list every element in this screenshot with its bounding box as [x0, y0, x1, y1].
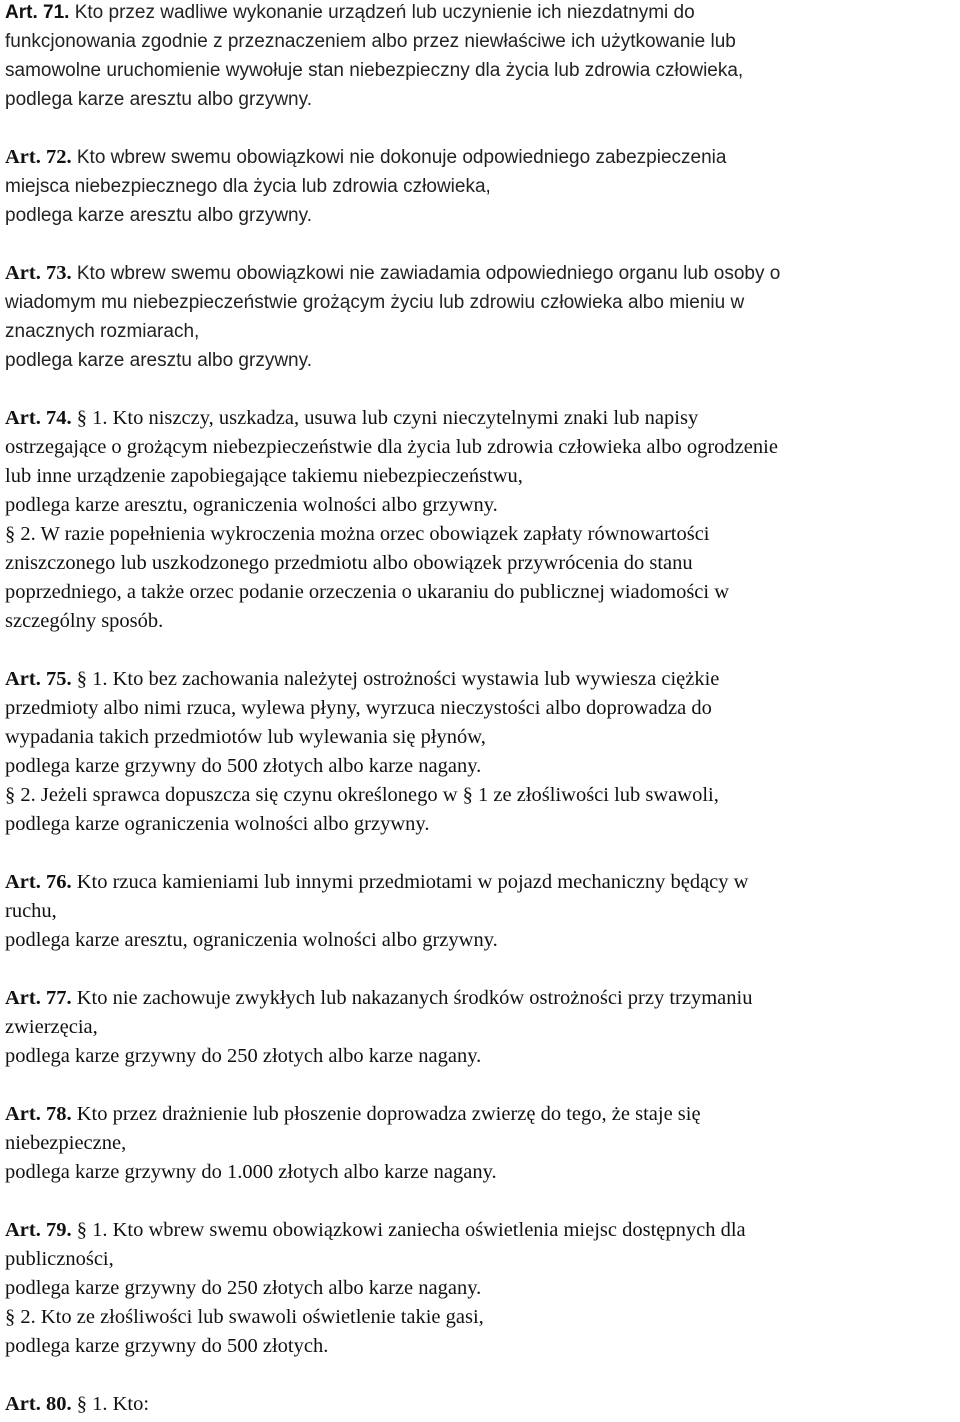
- article-heading: Art. 77.: [5, 987, 72, 1009]
- article-74: [5, 404, 955, 636]
- article-text: Kto wbrew swemu obowiązkowi nie dokonuje odpowiedniego zabezpieczenia: [71, 147, 727, 168]
- article-text: § 1. Kto bez zachowania należytej ostrożności wystawia lub wywiesza ciężkie: [71, 668, 720, 690]
- article-heading: Art. 79.: [5, 1219, 72, 1241]
- article-73: [5, 259, 955, 375]
- article-text: podlega karze grzywny do 500 złotych.: [5, 1335, 329, 1357]
- article-75: [5, 665, 955, 839]
- article-text: lub inne urządzenie zapobiegające takiemu niebezpieczeństwu,: [5, 465, 523, 487]
- article-text: podlega karze ograniczenia wolności albo grzywny.: [5, 813, 430, 835]
- article-text: podlega karze aresztu albo grzywny.: [5, 350, 312, 371]
- article-text: szczególny sposób.: [5, 610, 164, 632]
- article-text: Kto przez drażnienie lub płoszenie doprowadza zwierzę do tego, że staje się: [71, 1103, 701, 1125]
- article-text: niebezpieczne,: [5, 1132, 127, 1154]
- article-heading: Art. 76.: [5, 871, 72, 893]
- article-text: podlega karze aresztu, ograniczenia wolności albo grzywny.: [5, 494, 498, 516]
- article-heading: Art. 72.: [5, 146, 72, 168]
- article-text: ostrzegające o grożącym niebezpieczeństwie dla życia lub zdrowia człowieka albo ogrodzenie: [5, 436, 778, 458]
- article-heading: Art. 75.: [5, 668, 72, 690]
- article-text: podlega karze aresztu, ograniczenia wolności albo grzywny.: [5, 929, 498, 951]
- article-text: podlega karze grzywny do 1.000 złotych albo karze nagany.: [5, 1161, 497, 1183]
- article-80: [5, 1390, 955, 1419]
- article-heading: Art. 71.: [5, 2, 70, 23]
- article-text: podlega karze aresztu albo grzywny.: [5, 205, 312, 226]
- article-72: [5, 143, 955, 230]
- document-page: [5, 0, 955, 1419]
- article-heading: Art. 73.: [5, 262, 72, 284]
- article-text: miejsca niebezpiecznego dla życia lub zdrowia człowieka,: [5, 176, 491, 197]
- article-heading: Art. 80.: [5, 1393, 72, 1415]
- article-76: [5, 868, 955, 955]
- article-79: [5, 1216, 955, 1361]
- article-text: funkcjonowania zgodnie z przeznaczeniem albo przez niewłaściwe ich użytkowanie lub: [5, 31, 736, 52]
- article-text: wypadania takich przedmiotów lub wylewania się płynów,: [5, 726, 486, 748]
- article-text: wiadomym mu niebezpieczeństwie grożącym życiu lub zdrowiu człowieka albo mieniu w: [5, 292, 745, 313]
- article-78: [5, 1100, 955, 1187]
- article-text: podlega karze grzywny do 250 złotych albo karze nagany.: [5, 1045, 482, 1067]
- article-text: Kto wbrew swemu obowiązkowi nie zawiadamia odpowiedniego organu lub osoby o: [71, 263, 781, 284]
- article-text: Kto nie zachowuje zwykłych lub nakazanych środków ostrożności przy trzymaniu: [71, 987, 753, 1009]
- article-text: poprzedniego, a także orzec podanie orzeczenia o ukaraniu do publicznej wiadomości w: [5, 581, 730, 603]
- article-text: podlega karze aresztu albo grzywny.: [5, 89, 312, 110]
- article-text: § 1. Kto wbrew swemu obowiązkowi zaniecha oświetlenia miejsc dostępnych dla: [71, 1219, 746, 1241]
- article-text: podlega karze grzywny do 250 złotych albo karze nagany.: [5, 1277, 482, 1299]
- article-text: § 2. Jeżeli sprawca dopuszcza się czynu określonego w § 1 ze złośliwości lub swawoli,: [5, 784, 719, 806]
- article-heading: Art. 78.: [5, 1103, 72, 1125]
- article-text: § 2. Kto ze złośliwości lub swawoli oświetlenie takie gasi,: [5, 1306, 484, 1328]
- article-text: Kto przez wadliwe wykonanie urządzeń lub uczynienie ich niezdatnymi do: [69, 2, 695, 23]
- article-text: publiczności,: [5, 1248, 114, 1270]
- article-text: zniszczonego lub uszkodzonego przedmiotu albo obowiązek przywrócenia do stanu: [5, 552, 693, 574]
- article-text: § 1. Kto:: [71, 1393, 150, 1415]
- article-text: zwierzęcia,: [5, 1016, 98, 1038]
- article-text: przedmioty albo nimi rzuca, wylewa płyny, wyrzuca nieczystości albo doprowadza do: [5, 697, 712, 719]
- article-text: samowolne uruchomienie wywołuje stan niebezpieczny dla życia lub zdrowia człowieka,: [5, 60, 744, 81]
- article-77: [5, 984, 955, 1071]
- article-text: Kto rzuca kamieniami lub innymi przedmiotami w pojazd mechaniczny będący w: [71, 871, 749, 893]
- article-text: § 2. W razie popełnienia wykroczenia można orzec obowiązek zapłaty równowartości: [5, 523, 710, 545]
- article-text: znacznych rozmiarach,: [5, 321, 200, 342]
- article-71: [5, 0, 955, 114]
- article-heading: Art. 74.: [5, 407, 72, 429]
- article-text: § 1. Kto niszczy, uszkadza, usuwa lub czyni nieczytelnymi znaki lub napisy: [71, 407, 699, 429]
- article-text: podlega karze grzywny do 500 złotych albo karze nagany.: [5, 755, 482, 777]
- article-text: ruchu,: [5, 900, 57, 922]
